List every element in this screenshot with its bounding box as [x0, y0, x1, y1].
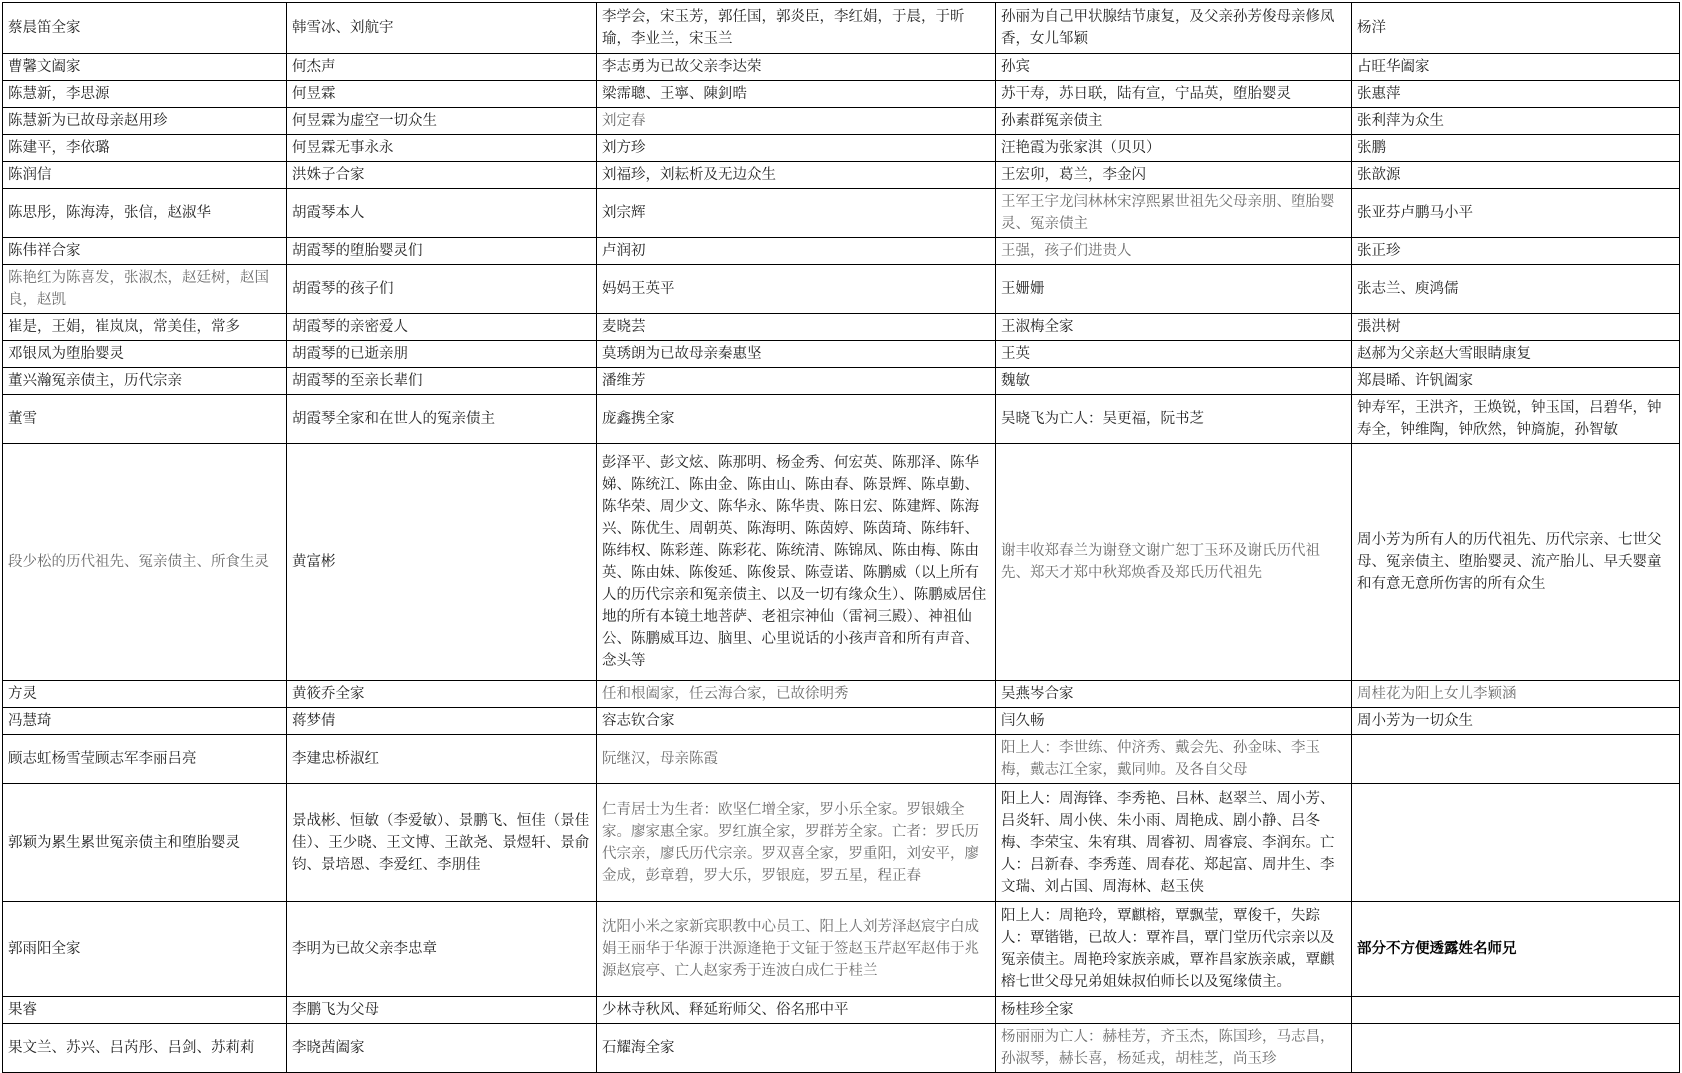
table-row	[3, 784, 1680, 902]
cell-r3-c5: 张惠萍	[1352, 81, 1680, 108]
cell-r10-c5: 張洪树	[1352, 314, 1680, 341]
cell-r19-c5: 部分不方便透露姓名师兄	[1352, 902, 1680, 997]
cell-r5-c1: 陈建平，李依璐	[3, 135, 287, 162]
cell-r18-c1: 郭颖为累生累世冤亲债主和堕胎婴灵	[3, 784, 287, 902]
cell-r6-c5: 张歆源	[1352, 162, 1680, 189]
cell-r2-c4: 孙宾	[996, 54, 1352, 81]
cell-r7-c4: 王军王宇龙闫林林宋淳熙累世祖先父母亲朋、堕胎婴灵、冤亲债主	[996, 189, 1352, 238]
cell-r3-c4: 苏干寿，苏日联，陆有宣，宁品英，堕胎婴灵	[996, 81, 1352, 108]
cell-r9-c5: 张志兰、庾鸿儒	[1352, 265, 1680, 314]
cell-r15-c5: 周桂花为阳上女儿李颖涵	[1352, 681, 1680, 708]
cell-r7-c5: 张亚芬卢鹏马小平	[1352, 189, 1680, 238]
cell-r19-c2: 李明为已故父亲李忠章	[287, 902, 597, 997]
cell-r9-c2: 胡霞琴的孩子们	[287, 265, 597, 314]
table-row	[3, 681, 1680, 708]
cell-r15-c2: 黄筱乔全家	[287, 681, 597, 708]
cell-r18-c2: 景战彬、恒敏（李爱敏）、景鹏飞、恒佳（景佳佳）、王少晓、王文博、王歆尧、景煜轩、景俞钧、景培恩、李爱红、李朋佳	[287, 784, 597, 902]
cell-r13-c4: 吴晓飞为亡人：吴更福，阮书芝	[996, 395, 1352, 444]
cell-r17-c2: 李建忠桥淑红	[287, 735, 597, 784]
cell-r14-c4: 谢丰收郑春兰为谢登文谢广恕丁玉环及谢氏历代祖先、郑天才郑中秋郑焕香及郑氏历代祖先	[996, 444, 1352, 681]
cell-r1-c4: 孙丽为自己甲状腺结节康复，及父亲孙芳俊母亲修凤香，女儿邹颖	[996, 3, 1352, 54]
table-row	[3, 735, 1680, 784]
cell-r11-c1: 邓银凤为堕胎婴灵	[3, 341, 287, 368]
table-row	[3, 997, 1680, 1024]
cell-r4-c2: 何昱霖为虚空一切众生	[287, 108, 597, 135]
cell-r8-c4: 王强，孩子们进贵人	[996, 238, 1352, 265]
cell-r7-c3: 刘宗辉	[597, 189, 996, 238]
cell-r7-c1: 陈思彤，陈海涛，张信，赵淑华	[3, 189, 287, 238]
cell-r21-c1: 果文兰、苏兴、吕芮彤、吕剑、苏莉莉	[3, 1024, 287, 1073]
cell-r16-c4: 闫久畅	[996, 708, 1352, 735]
cell-r11-c4: 王英	[996, 341, 1352, 368]
table-row	[3, 108, 1680, 135]
cell-r13-c1: 董雪	[3, 395, 287, 444]
cell-r14-c2: 黄富彬	[287, 444, 597, 681]
cell-r19-c4: 阳上人：周艳玲，覃麒榕，覃飘莹，覃俊千，失踪人：覃锴锴，已故人：覃祚昌，覃门堂历代宗亲以及冤亲债主。周艳玲家族亲戚，覃祚昌家族亲戚，覃麒榕七世父母兄弟姐妹叔伯师长以及冤缘债主。	[996, 902, 1352, 997]
table-row	[3, 341, 1680, 368]
cell-r4-c5: 张利萍为众生	[1352, 108, 1680, 135]
cell-r16-c2: 蒋梦倩	[287, 708, 597, 735]
cell-r20-c1: 果睿	[3, 997, 287, 1024]
cell-r18-c5	[1352, 784, 1680, 902]
cell-r1-c3: 李学会，宋玉芳，郭任国，郭炎臣，李红娟，于晨，于昕瑜，李业兰，宋玉兰	[597, 3, 996, 54]
table-row	[3, 314, 1680, 341]
cell-r18-c3: 仁青居士为生者：欧坚仁增全家，罗小乐全家。罗银娥全家。廖家惠全家。罗红旗全家，罗群芳全家。亡者：罗氏历代宗亲，廖氏历代宗亲。罗双喜全家，罗重阳，刘安平，廖金成，彭章碧，罗大乐，罗银庭，罗五星，程正春	[597, 784, 996, 902]
table-row	[3, 54, 1680, 81]
cell-r6-c1: 陈润信	[3, 162, 287, 189]
cell-r1-c2: 韩雪冰、刘航宇	[287, 3, 597, 54]
cell-r5-c2: 何昱霖无事永永	[287, 135, 597, 162]
cell-r9-c4: 王姗姗	[996, 265, 1352, 314]
cell-r21-c4-text: 杨丽丽为亡人：赫桂芳，齐玉杰，陈国珍，马志昌，孙淑琴，赫长喜，杨延戎，胡桂芝，尚玉珍	[1001, 1029, 1335, 1067]
cell-r10-c1: 崔是，王娟，崔岚岚，常美佳，常多	[3, 314, 287, 341]
cell-r15-c3: 任和根阖家，任云海合家，已故徐明秀	[597, 681, 996, 708]
cell-r9-c3: 妈妈王英平	[597, 265, 996, 314]
table-row	[3, 81, 1680, 108]
cell-r13-c5: 钟寿军，王洪齐，王焕锐，钟玉国，吕碧华，钟寿全，钟维陶，钟欣然，钟旖旎，孙智敏	[1352, 395, 1680, 444]
cell-r21-c3: 石耀海全家	[597, 1024, 996, 1073]
cell-r20-c2: 李鹏飞为父母	[287, 997, 597, 1024]
cell-r17-c1: 顾志虹杨雪莹顾志军李丽吕亮	[3, 735, 287, 784]
cell-r7-c2: 胡霞琴本人	[287, 189, 597, 238]
cell-r12-c4: 魏敏	[996, 368, 1352, 395]
cell-r1-c5: 杨洋	[1352, 3, 1680, 54]
cell-r12-c1: 董兴瀚冤亲债主，历代宗亲	[3, 368, 287, 395]
table-row	[3, 3, 1680, 54]
cell-r16-c5: 周小芳为一切众生	[1352, 708, 1680, 735]
cell-r8-c2: 胡霞琴的堕胎婴灵们	[287, 238, 597, 265]
cell-r2-c2: 何杰声	[287, 54, 597, 81]
cell-r12-c3: 潘维芳	[597, 368, 996, 395]
table-row	[3, 1024, 1680, 1073]
cell-r10-c3: 麦晓芸	[597, 314, 996, 341]
table-row	[3, 162, 1680, 189]
cell-r3-c1: 陈慧新，李思源	[3, 81, 287, 108]
cell-r11-c2: 胡霞琴的已逝亲朋	[287, 341, 597, 368]
cell-r8-c5: 张正珍	[1352, 238, 1680, 265]
table-row	[3, 238, 1680, 265]
cell-r20-c3: 少林寺秋风、释延珩师父、俗名邢中平	[597, 997, 996, 1024]
cell-r5-c3: 刘方珍	[597, 135, 996, 162]
cell-r19-c3: 沈阳小米之家新宾职教中心员工、阳上人刘芳泽赵宸宇白成娟王丽华于华源于洪源逄艳于文钲于签赵玉芹赵军赵伟于兆源赵宸亭、亡人赵家秀于连波白成仁于桂兰	[597, 902, 996, 997]
table-row	[3, 708, 1680, 735]
cell-r3-c2: 何昱霖	[287, 81, 597, 108]
cell-r17-c4: 阳上人：李世练、仲济秀、戴会先、孙金味、李玉梅，戴志江全家，戴同帅。及各自父母	[996, 735, 1352, 784]
table-row	[3, 189, 1680, 238]
cell-r13-c3: 庞鑫携全家	[597, 395, 996, 444]
cell-r16-c1: 冯慧琦	[3, 708, 287, 735]
table-row	[3, 444, 1680, 681]
cell-r2-c1: 曹馨文阖家	[3, 54, 287, 81]
cell-r20-c4: 杨桂珍全家	[996, 997, 1352, 1024]
table-row	[3, 265, 1680, 314]
cell-r2-c3: 李志勇为已故父亲李达荣	[597, 54, 996, 81]
cell-r4-c1: 陈慧新为已故母亲赵用珍	[3, 108, 287, 135]
cell-r5-c5: 张鹏	[1352, 135, 1680, 162]
cell-r10-c2: 胡霞琴的亲密爱人	[287, 314, 597, 341]
cell-r12-c5: 郑晨晞、许钒阖家	[1352, 368, 1680, 395]
table-row	[3, 902, 1680, 997]
cell-r8-c3: 卢润初	[597, 238, 996, 265]
cell-r8-c1: 陈伟祥合家	[3, 238, 287, 265]
cell-r12-c2: 胡霞琴的至亲长辈们	[287, 368, 597, 395]
cell-r11-c3: 莫琇朗为已故母亲秦惠坚	[597, 341, 996, 368]
cell-r16-c3: 容志钦合家	[597, 708, 996, 735]
cell-r14-c3: 彭泽平、彭文炫、陈那明、杨金秀、何宏英、陈那泽、陈华娣、陈统江、陈由金、陈由山、陈由春、陈景辉、陈卓勤、陈华荣、周少文、陈华永、陈华贵、陈日宏、陈建辉、陈海兴、陈优生、周朝英、陈海明、陈茵婷、陈茵琦、陈纬轩、陈纬权、陈彩莲、陈彩花、陈统清、陈锦凤、陈由梅、陈由英、陈由妹、陈俊延、陈俊景、陈壹诺、陈鹏威（以上所有人的历代宗亲和冤亲债主、以及一切有缘众生）、陈鹏威居住地的所有本镜土地菩萨、老祖宗神仙（雷祠三殿）、神祖仙公、陈鹏威耳边、脑里、心里说话的小孩声音和所有声音、念头等	[597, 444, 996, 681]
cell-r15-c1: 方灵	[3, 681, 287, 708]
cell-r19-c1: 郭雨阳全家	[3, 902, 287, 997]
cell-r6-c4: 王宏卯，葛兰，李金闪	[996, 162, 1352, 189]
cell-r21-c5	[1352, 1024, 1680, 1073]
cell-r14-c1: 段少松的历代祖先、冤亲债主、所食生灵	[3, 444, 287, 681]
cell-r18-c4: 阳上人：周海锋、李秀艳、吕林、赵翠兰、周小芳、吕炎轩、周小侠、朱小雨、周艳成、剧小静、吕冬梅、李荣宝、朱宥琪、周睿初、周睿宸、李润东。亡人：吕新春、李秀莲、周春花、郑起富、周井生、李文瑞、刘占国、周海林、赵玉侠	[996, 784, 1352, 902]
cell-r17-c5	[1352, 735, 1680, 784]
table-row	[3, 135, 1680, 162]
cell-r21-c4	[996, 1024, 1352, 1073]
cell-r4-c3: 刘定春	[597, 108, 996, 135]
cell-r9-c1: 陈艳红为陈喜发，张淑杰，赵廷树，赵国良，赵凯	[3, 265, 287, 314]
cell-r5-c4: 汪艳霞为张家淇（贝贝）	[996, 135, 1352, 162]
name-list-table	[2, 2, 1680, 1073]
table-row	[3, 368, 1680, 395]
cell-r20-c5	[1352, 997, 1680, 1024]
cell-r2-c5: 占旺华阖家	[1352, 54, 1680, 81]
cell-r11-c5: 赵郝为父亲赵大雪眼睛康复	[1352, 341, 1680, 368]
cell-r13-c2: 胡霞琴全家和在世人的冤亲债主	[287, 395, 597, 444]
cell-r3-c3: 梁霈聰、王寧、陳釗晧	[597, 81, 996, 108]
cell-r4-c4: 孙素群冤亲债主	[996, 108, 1352, 135]
cell-r21-c2: 李晓茜阖家	[287, 1024, 597, 1073]
cell-r14-c5: 周小芳为所有人的历代祖先、历代宗亲、七世父母、冤亲债主、堕胎婴灵、流产胎儿、早夭婴童和有意无意所伤害的所有众生	[1352, 444, 1680, 681]
table-row	[3, 395, 1680, 444]
cell-r6-c2: 洪姝子合家	[287, 162, 597, 189]
cell-r10-c4: 王淑梅全家	[996, 314, 1352, 341]
cell-r1-c1: 蔡晨笛全家	[3, 3, 287, 54]
cell-r17-c3: 阮继汉，母亲陈霞	[597, 735, 996, 784]
cell-r6-c3: 刘福珍，刘耘析及无边众生	[597, 162, 996, 189]
cell-r15-c4: 吴燕岑合家	[996, 681, 1352, 708]
